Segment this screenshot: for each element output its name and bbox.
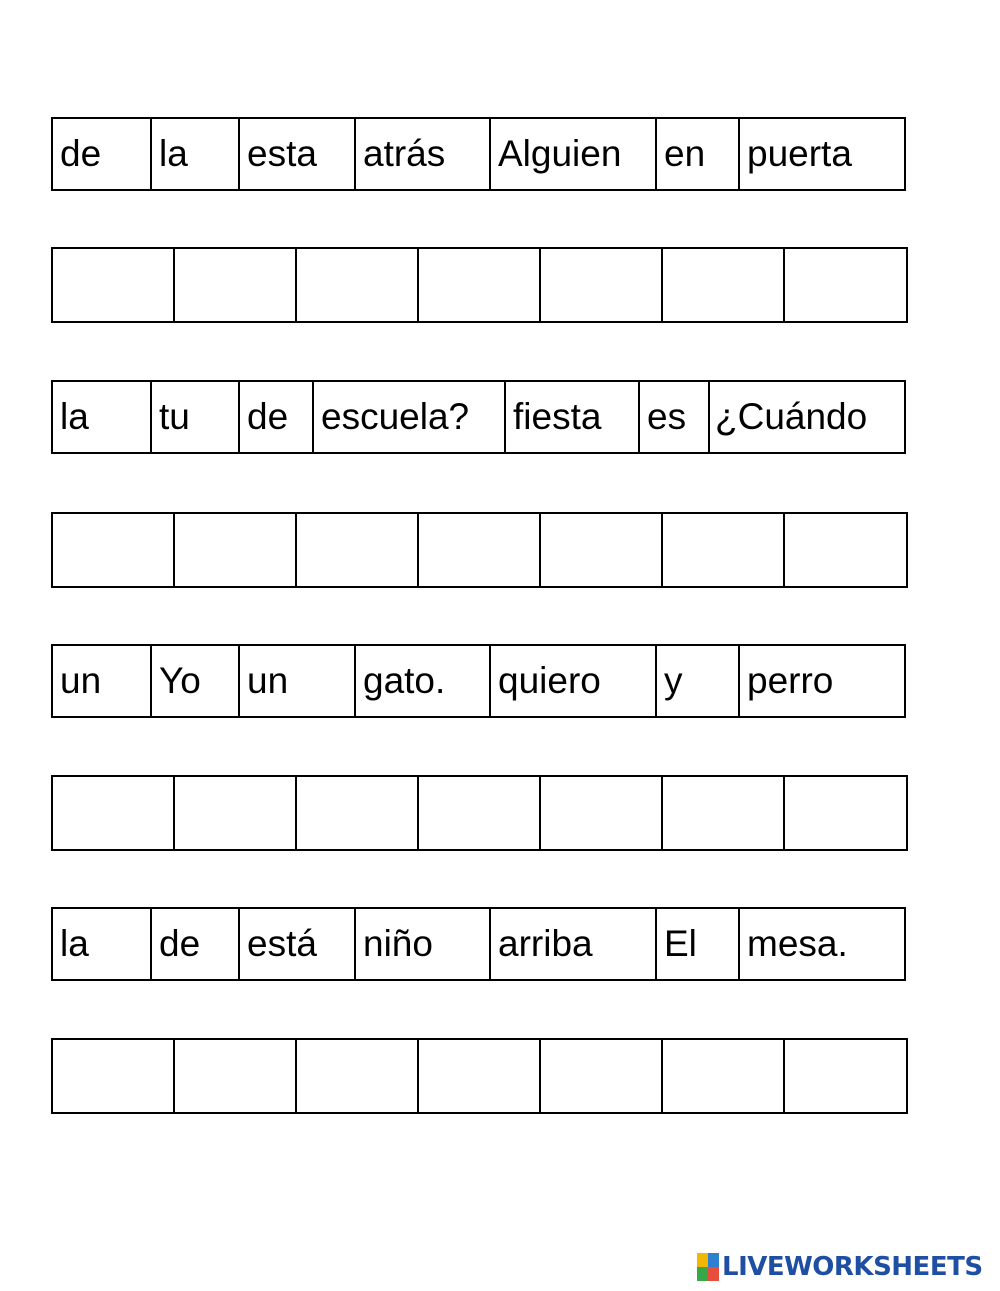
word-cell[interactable]: Yo [152,646,240,716]
word-cell[interactable]: de [152,909,240,979]
word-cell[interactable]: está [240,909,356,979]
answer-row-4 [51,1038,908,1114]
answer-box[interactable] [53,777,175,849]
word-cell[interactable]: esta [240,119,356,189]
answer-box[interactable] [175,1040,297,1112]
answer-box[interactable] [297,514,419,586]
word-cell[interactable]: y [657,646,740,716]
answer-box[interactable] [297,777,419,849]
word-cell[interactable]: la [152,119,240,189]
logo-text: LIVEWORKSHEETS [722,1252,983,1282]
word-cell[interactable]: mesa. [747,923,848,964]
word-row-2 [51,380,906,454]
answer-box[interactable] [419,1040,541,1112]
answer-box[interactable] [663,514,785,586]
word-cell[interactable]: ¿Cuándo [715,396,868,437]
answer-box[interactable] [53,514,175,586]
word-row-1 [51,117,906,191]
answer-row-3 [51,775,908,851]
answer-box[interactable] [785,777,906,849]
word-cell[interactable]: gato. [356,646,491,716]
word-cell[interactable]: fiesta [506,382,640,452]
answer-box[interactable] [663,777,785,849]
answer-box[interactable] [297,249,419,321]
word-cell[interactable]: en [657,119,740,189]
word-row-4 [51,907,906,981]
word-cell[interactable]: la [53,909,152,979]
word-cell[interactable]: la [53,382,152,452]
answer-box[interactable] [785,514,906,586]
word-cell[interactable]: escuela? [314,382,506,452]
word-cell[interactable]: Alguien [491,119,657,189]
word-cell[interactable]: El [657,909,740,979]
answer-box[interactable] [53,1040,175,1112]
answer-box[interactable] [541,1040,663,1112]
word-cell[interactable]: quiero [491,646,657,716]
answer-box[interactable] [541,777,663,849]
answer-row-1 [51,247,908,323]
word-cell[interactable]: de [240,382,314,452]
word-cell[interactable]: es [640,382,710,452]
word-cell[interactable]: puerta [747,133,852,174]
answer-box[interactable] [419,777,541,849]
answer-box[interactable] [175,514,297,586]
word-cell[interactable]: tu [152,382,240,452]
answer-box[interactable] [175,249,297,321]
answer-box[interactable] [541,514,663,586]
answer-box[interactable] [785,249,906,321]
liveworksheets-logo [697,1252,983,1282]
answer-box[interactable] [297,1040,419,1112]
answer-box[interactable] [541,249,663,321]
logo-mark-icon [697,1253,719,1281]
answer-row-2 [51,512,908,588]
answer-box[interactable] [663,249,785,321]
word-cell[interactable]: de [53,119,152,189]
answer-box[interactable] [785,1040,906,1112]
word-cell[interactable]: perro [747,660,834,701]
answer-box[interactable] [663,1040,785,1112]
answer-box[interactable] [419,249,541,321]
word-cell[interactable]: atrás [356,119,491,189]
answer-box[interactable] [419,514,541,586]
answer-box[interactable] [175,777,297,849]
word-cell[interactable]: un [240,646,356,716]
answer-box[interactable] [53,249,175,321]
word-cell[interactable]: niño [356,909,491,979]
word-cell[interactable]: arriba [491,909,657,979]
word-cell[interactable]: un [53,646,152,716]
word-row-3 [51,644,906,718]
